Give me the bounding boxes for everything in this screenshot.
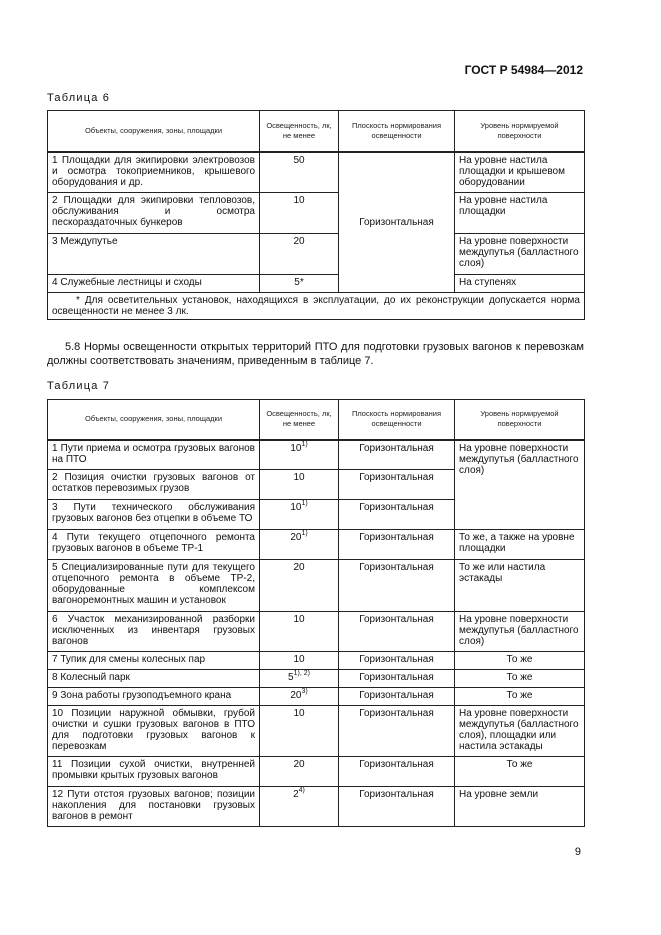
- table-row: [48, 688, 585, 706]
- cell-object: 4 Пути текущего отцепочного ремонта грузовых вагонов в объеме ТР-1: [48, 530, 260, 560]
- illuminance-value: 10: [290, 502, 302, 513]
- illuminance-value: 10: [290, 442, 302, 454]
- cell-illuminance: [260, 530, 339, 560]
- cell-plane: Горизонтальная: [339, 612, 455, 652]
- table-6: [47, 110, 585, 320]
- cell-object: 11 Позиции сухой очистки, внутренней промывки крытых грузовых вагонов: [48, 757, 260, 787]
- cell-object: 2 Позиция очистки грузовых вагонов от остатков перевозимых грузов: [48, 470, 260, 500]
- header-level: Уровень нормируемой поверхности: [455, 111, 585, 152]
- cell-plane: Горизонтальная: [339, 688, 455, 706]
- illuminance-value: 5: [288, 672, 294, 683]
- table-row: [48, 152, 585, 193]
- table-row: [48, 757, 585, 787]
- illuminance-value: 20: [293, 562, 305, 573]
- cell-object: 12 Пути отстоя грузовых вагонов; позиции накопления для постановки грузовых вагонов в ремонт: [48, 787, 260, 827]
- table6-caption: Таблица 6: [47, 92, 111, 104]
- table-row: [48, 275, 585, 293]
- cell-level: На уровне поверхности междупутья (балластного слоя): [455, 440, 585, 530]
- table7-body: [48, 440, 585, 827]
- document-code: ГОСТ Р 54984—2012: [464, 63, 583, 77]
- cell-level: На уровне настила площадки и крышевом оборудовании: [455, 152, 585, 193]
- table-row: [48, 560, 585, 612]
- cell-level: То же: [455, 757, 585, 787]
- cell-level: На уровне поверхности междупутья (балластного слоя), площадки или настила эстакады: [455, 706, 585, 757]
- cell-level: На уровне настила площадки: [455, 193, 585, 234]
- cell-object: 4 Служебные лестницы и сходы: [48, 275, 260, 293]
- cell-illuminance: [260, 787, 339, 827]
- cell-level: На уровне поверхности междупутья (балластного слоя): [455, 234, 585, 275]
- footnote-row: [48, 293, 585, 320]
- illuminance-value: 20: [293, 759, 305, 770]
- cell-illuminance: [260, 440, 339, 470]
- cell-object: 9 Зона работы грузоподъемного крана: [48, 688, 260, 706]
- table-row: [48, 234, 585, 275]
- cell-plane: Горизонтальная: [339, 530, 455, 560]
- header-illuminance: Освещенность, лк, не менее: [260, 400, 339, 440]
- cell-level: То же: [455, 688, 585, 706]
- table7-caption: Таблица 7: [47, 380, 111, 392]
- cell-object: 5 Специализированные пути для текущего отцепочного ремонта в объеме ТР-2, оборудованные комплексом вагоноремонтных машин и установок: [48, 560, 260, 612]
- cell-plane: Горизонтальная: [339, 470, 455, 500]
- footnote-ref: 3): [301, 688, 308, 695]
- table-7: [47, 399, 585, 827]
- cell-object: 7 Тупик для смены колесных пар: [48, 652, 260, 670]
- cell-illuminance: [260, 560, 339, 612]
- cell-plane: Горизонтальная: [339, 706, 455, 757]
- table-row: [48, 612, 585, 652]
- illuminance-value: 10: [293, 654, 305, 665]
- cell-object: 1 Площадки для экипировки электровозов и осмотра токоприемников, крышевого оборудования и др.: [48, 152, 260, 193]
- cell-object: 10 Позиции наружной обмывки, грубой очистки и сушки грузовых вагонов в ПТО для подготовки грузовых вагонов к перевозкам: [48, 706, 260, 757]
- cell-object: 2 Площадки для экипировки тепловозов, обслуживания и осмотра пескораздаточных бункеров: [48, 193, 260, 234]
- table-row: [48, 652, 585, 670]
- header-plane: Плоскость нормирования освещенности: [339, 111, 455, 152]
- cell-illuminance: [260, 670, 339, 688]
- cell-illuminance: [260, 688, 339, 706]
- illuminance-value: 10: [293, 472, 305, 483]
- cell-illuminance: [260, 470, 339, 500]
- cell-plane: Горизонтальная: [339, 652, 455, 670]
- cell-level: То же: [455, 670, 585, 688]
- cell-plane: Горизонтальная: [339, 152, 455, 293]
- footnote-ref: 1): [301, 500, 308, 507]
- cell-illuminance: [260, 612, 339, 652]
- cell-level: То же, а также на уровне площадки: [455, 530, 585, 560]
- table-row: [48, 440, 585, 470]
- cell-plane: Горизонтальная: [339, 787, 455, 827]
- cell-level: На уровне поверхности междупутья (балластного слоя): [455, 612, 585, 652]
- footnote-ref: 4): [298, 787, 305, 794]
- header-objects: Объекты, сооружения, зоны, площадки: [48, 400, 260, 440]
- table-row: [48, 787, 585, 827]
- cell-illuminance: 5*: [260, 275, 339, 293]
- cell-level: То же: [455, 652, 585, 670]
- illuminance-value: 2: [293, 789, 299, 800]
- cell-illuminance: [260, 652, 339, 670]
- illuminance-value: 20: [290, 690, 302, 701]
- cell-object: 3 Междупутье: [48, 234, 260, 275]
- cell-object: 3 Пути технического обслуживания грузовых вагонов без отцепки в объеме ТО: [48, 500, 260, 530]
- cell-level: То же или настила эстакады: [455, 560, 585, 612]
- cell-plane: Горизонтальная: [339, 670, 455, 688]
- illuminance-value: 10: [293, 708, 305, 719]
- header-objects: Объекты, сооружения, зоны, площадки: [48, 111, 260, 152]
- cell-illuminance: [260, 757, 339, 787]
- cell-object: 1 Пути приема и осмотра грузовых вагонов на ПТО: [48, 440, 260, 470]
- header-illuminance: Освещенность, лк, не менее: [260, 111, 339, 152]
- page-number: 9: [574, 846, 581, 858]
- footnote-ref: 1): [301, 440, 308, 448]
- header-level: Уровень нормируемой поверхности: [455, 400, 585, 440]
- cell-plane: Горизонтальная: [339, 500, 455, 530]
- table-row: [48, 193, 585, 234]
- cell-level: На уровне земли: [455, 787, 585, 827]
- cell-illuminance: [260, 706, 339, 757]
- footnote-ref: 1): [301, 530, 308, 537]
- table6-footnote: * Для осветительных установок, находящихся в эксплуатации, до их реконструкции допускается норма освещенности не менее 3 лк.: [48, 293, 585, 320]
- cell-plane: Горизонтальная: [339, 757, 455, 787]
- cell-object: 6 Участок механизированной разборки исключенных из инвентаря грузовых вагонов: [48, 612, 260, 652]
- paragraph-5-8: 5.8 Нормы освещенности открытых территорий ПТО для подготовки грузовых вагонов к перевозкам должны соответствовать значениям, приведенным в таблице 7.: [47, 341, 584, 367]
- table-row: [48, 706, 585, 757]
- table-row: [48, 670, 585, 688]
- table-row: [48, 530, 585, 560]
- illuminance-value: 20: [290, 532, 302, 543]
- header-plane: Плоскость нормирования освещенности: [339, 400, 455, 440]
- cell-illuminance: 50: [260, 152, 339, 193]
- cell-plane: Горизонтальная: [339, 440, 455, 470]
- cell-illuminance: 20: [260, 234, 339, 275]
- cell-illuminance: 10: [260, 193, 339, 234]
- footnote-ref: 1), 2): [293, 670, 310, 677]
- cell-object: 8 Колесный парк: [48, 670, 260, 688]
- cell-illuminance: [260, 500, 339, 530]
- illuminance-value: 10: [293, 614, 305, 625]
- cell-plane: Горизонтальная: [339, 560, 455, 612]
- cell-level: На ступенях: [455, 275, 585, 293]
